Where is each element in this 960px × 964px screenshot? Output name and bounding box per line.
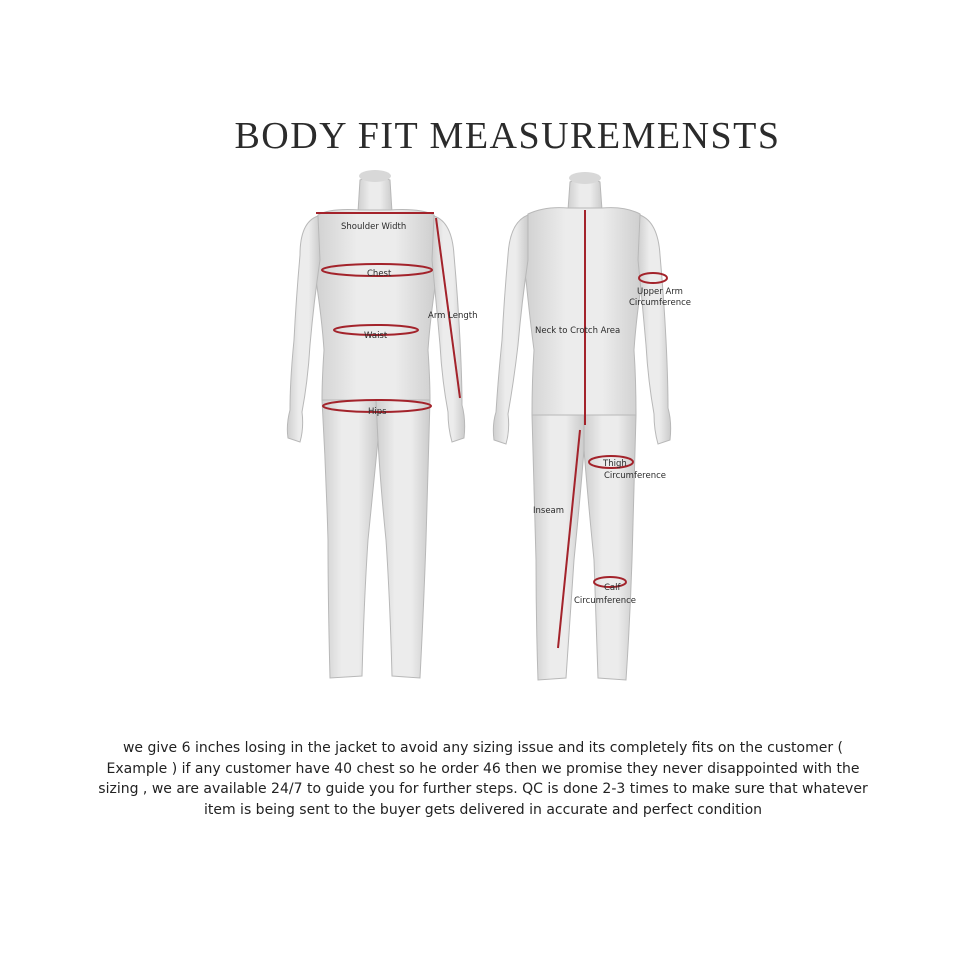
hips-label: Hips [368,407,387,417]
chest-label: Chest [367,269,392,279]
left-mannequin [287,177,464,678]
calf-label-2: Circumference [574,596,636,606]
page-title: BODY FIT MEASUREMENSTS [234,115,781,157]
waist-label: Waist [364,331,388,341]
thigh-label-1: Thigh [603,459,627,469]
right-head-icon [569,172,601,184]
inseam-label: Inseam [533,506,565,516]
calf-label-1: Calf [604,583,621,593]
arm-length-label: Arm Length [428,311,478,321]
upper-arm-label-2: Circumference [629,298,691,308]
left-head-icon [359,170,391,182]
upper-arm-label-1: Upper Arm [637,287,683,297]
neck-to-crotch-label: Neck to Crotch Area [535,326,621,336]
thigh-label-2: Circumference [604,471,666,481]
sizing-note: we give 6 inches losing in the jacket to avoid any sizing issue and its completely fits on the customer ( Example ) if any customer have 40 chest so he order 46 then we promise they never disappointed with the sizing , we are available 24/7 to guide you for further steps. QC is done 2-3 times to make sure that whatever item is being sent to the buyer gets delivered in accurate and perfect condition [98,740,868,818]
shoulder-width-label: Shoulder Width [341,222,407,232]
